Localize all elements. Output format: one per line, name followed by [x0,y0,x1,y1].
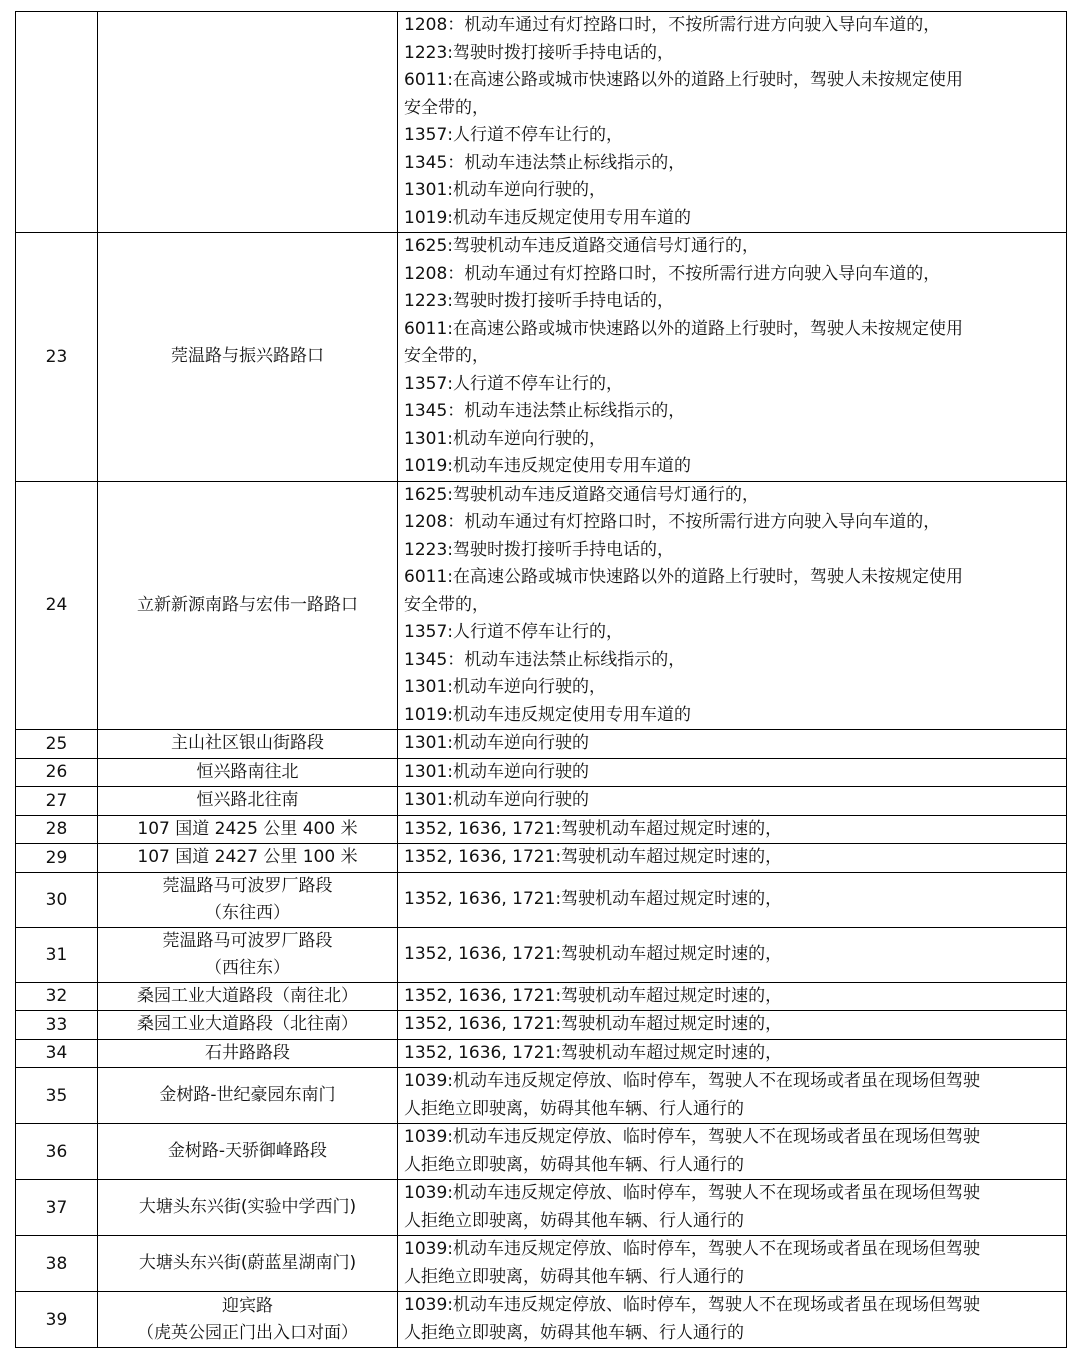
violation-line: 1301:机动车逆向行驶的 [404,790,589,810]
violation-line: 人拒绝立即驶离，妨碍其他车辆、行人通行的 [404,1266,744,1287]
location-text: 大塘头东兴街(实验中学西门) [138,1197,357,1217]
row-number: 31 [16,927,98,982]
location-cell [98,787,398,816]
table-row [16,787,1067,816]
violation-cell [398,815,1067,844]
row-number: 30 [16,872,98,927]
table-row [16,1292,1067,1348]
violation-line: 1019:机动车违反规定使用专用车道的 [404,704,691,725]
violation-line: 1345：机动车违法禁止标线指示的， [404,401,686,421]
location-text: 莞温路马可波罗厂路段 [162,875,333,896]
violation-line: 1223:驾驶时拨打接听手持电话的， [404,42,674,63]
location-cell [98,1180,398,1236]
violation-cell [398,758,1067,787]
location-text: 莞温路马可波罗厂路段 [162,930,333,951]
location-cell [98,815,398,844]
location-cell [98,12,398,233]
violation-line: 6011:在高速公路或城市快速路以外的道路上行驶时，驾驶人未按规定使用 [404,318,963,339]
row-number: 25 [16,730,98,759]
violation-line: 人拒绝立即驶离，妨碍其他车辆、行人通行的 [404,1154,744,1175]
row-number: 23 [16,233,98,482]
violation-line: 人拒绝立即驶离，妨碍其他车辆、行人通行的 [404,1210,744,1231]
violation-line: 1208：机动车通过有灯控路口时，不按所需行进方向驶入导向车道的， [404,512,941,532]
violation-cell [398,844,1067,873]
row-number: 26 [16,758,98,787]
location-text: 107 国道 2425 公里 400 米 [137,818,358,839]
location-text: 迎宾路 [222,1295,273,1316]
row-number: 24 [16,481,98,730]
location-cell [98,1124,398,1180]
table-row [16,758,1067,787]
location-text: 石井路路段 [205,1042,290,1063]
row-number [16,12,98,233]
violation-cell [398,927,1067,982]
row-number: 29 [16,844,98,873]
location-cell [98,982,398,1011]
location-cell [98,927,398,982]
violation-line: 1301:机动车逆向行驶的， [404,677,606,697]
row-number: 32 [16,982,98,1011]
violation-line: 1019:机动车违反规定使用专用车道的 [404,456,691,476]
violation-line: 1352, 1636, 1721:驾驶机动车超过规定时速的， [404,1014,783,1034]
violation-line: 1357:人行道不停车让行的， [404,622,623,642]
violation-cell [398,730,1067,759]
violation-line: 1223:驾驶时拨打接听手持电话的， [404,539,674,560]
violation-cell [398,872,1067,927]
violation-line: 1625:驾驶机动车违反道路交通信号灯通行的， [404,484,759,505]
table-row [16,1011,1067,1040]
row-number: 36 [16,1124,98,1180]
location-text: （西往东） [205,957,290,978]
violation-line: 1039:机动车违反规定停放、临时停车，驾驶人不在现场或者虽在现场但驾驶 [404,1239,980,1259]
violation-line: 1301:机动车逆向行驶的， [404,180,606,200]
location-text: （东往西） [205,902,290,923]
violation-cell [398,787,1067,816]
violation-line: 1352, 1636, 1721:驾驶机动车超过规定时速的， [404,985,783,1006]
violation-line: 1352, 1636, 1721:驾驶机动车超过规定时速的， [404,943,783,964]
table-row [16,730,1067,759]
violation-line: 6011:在高速公路或城市快速路以外的道路上行驶时，驾驶人未按规定使用 [404,70,963,90]
location-text: （虎英公园正门出入口对面） [137,1322,358,1343]
violation-cell [398,1236,1067,1292]
violation-cell [398,233,1067,482]
location-cell [98,1236,398,1292]
violation-cell [398,1011,1067,1040]
table-row [16,1124,1067,1180]
location-cell [98,1011,398,1040]
violation-line: 安全带的， [404,594,489,615]
location-text: 金树路-世纪豪园东南门 [159,1085,336,1105]
violation-cell [398,1124,1067,1180]
violation-line: 1345：机动车违法禁止标线指示的， [404,152,686,173]
violation-line: 1208：机动车通过有灯控路口时，不按所需行进方向驶入导向车道的， [404,15,941,35]
violation-line: 1352, 1636, 1721:驾驶机动车超过规定时速的， [404,888,783,909]
table-row [16,1236,1067,1292]
violation-line: 1357:人行道不停车让行的， [404,373,623,394]
location-text: 恒兴路北往南 [196,790,299,811]
violation-line: 安全带的， [404,346,489,366]
violation-line: 1019:机动车违反规定使用专用车道的 [404,207,691,228]
violation-line: 6011:在高速公路或城市快速路以外的道路上行驶时，驾驶人未按规定使用 [404,567,963,587]
violation-line: 1352, 1636, 1721:驾驶机动车超过规定时速的， [404,847,783,867]
location-cell [98,844,398,873]
row-number: 38 [16,1236,98,1292]
violation-line: 1208：机动车通过有灯控路口时，不按所需行进方向驶入导向车道的， [404,263,941,284]
table-row [16,1068,1067,1124]
violation-line: 1625:驾驶机动车违反道路交通信号灯通行的， [404,236,759,256]
location-text: 桑园工业大道路段（北往南） [137,1014,358,1035]
violation-cell [398,1292,1067,1348]
location-text: 莞温路与振兴路路口 [171,346,324,367]
table-row [16,927,1067,982]
violation-cell [398,1039,1067,1068]
violation-cell [398,12,1067,233]
location-text: 主山社区银山街路段 [171,733,324,754]
violation-line: 1039:机动车违反规定停放、临时停车，驾驶人不在现场或者虽在现场但驾驶 [404,1127,980,1147]
table-row [16,1180,1067,1236]
location-cell [98,1039,398,1068]
violation-line: 1223:驾驶时拨打接听手持电话的， [404,291,674,311]
location-cell [98,1292,398,1348]
violation-line: 1357:人行道不停车让行的， [404,125,623,145]
violation-line: 1345：机动车违法禁止标线指示的， [404,649,686,670]
row-number: 33 [16,1011,98,1040]
violation-cell [398,1068,1067,1124]
row-number: 28 [16,815,98,844]
violation-line: 安全带的， [404,97,489,118]
row-number: 39 [16,1292,98,1348]
location-cell [98,1068,398,1124]
location-text: 立新新源南路与宏伟一路路口 [137,594,358,615]
violation-table [15,11,1067,1348]
table-row [16,233,1067,482]
violation-line: 1039:机动车违反规定停放、临时停车，驾驶人不在现场或者虽在现场但驾驶 [404,1295,980,1315]
location-cell [98,758,398,787]
table-row [16,844,1067,873]
location-text: 107 国道 2427 公里 100 米 [137,847,358,868]
table-row [16,481,1067,730]
violation-line: 1301:机动车逆向行驶的 [404,761,589,782]
location-text: 金树路-天骄御峰路段 [167,1141,328,1161]
location-text: 桑园工业大道路段（南往北） [137,985,358,1006]
table-row [16,815,1067,844]
row-number: 34 [16,1039,98,1068]
row-number: 37 [16,1180,98,1236]
table-row [16,12,1067,233]
table-row [16,872,1067,927]
violation-line: 人拒绝立即驶离，妨碍其他车辆、行人通行的 [404,1322,744,1343]
violation-line: 1301:机动车逆向行驶的 [404,733,589,753]
row-number: 35 [16,1068,98,1124]
violation-line: 1352, 1636, 1721:驾驶机动车超过规定时速的， [404,818,783,839]
location-text: 恒兴路南往北 [196,761,299,782]
violation-cell [398,982,1067,1011]
violation-table-body [16,12,1067,1348]
location-cell [98,730,398,759]
violation-line: 1352, 1636, 1721:驾驶机动车超过规定时速的， [404,1042,783,1063]
table-row [16,982,1067,1011]
violation-cell [398,1180,1067,1236]
violation-line: 1301:机动车逆向行驶的， [404,428,606,449]
table-row [16,1039,1067,1068]
location-cell [98,872,398,927]
violation-cell [398,481,1067,730]
location-cell [98,233,398,482]
violation-line: 1039:机动车违反规定停放、临时停车，驾驶人不在现场或者虽在现场但驾驶 [404,1183,980,1203]
row-number: 27 [16,787,98,816]
violation-line: 人拒绝立即驶离，妨碍其他车辆、行人通行的 [404,1098,744,1119]
location-cell [98,481,398,730]
location-text: 大塘头东兴街(蔚蓝星湖南门) [138,1253,357,1273]
violation-line: 1039:机动车违反规定停放、临时停车，驾驶人不在现场或者虽在现场但驾驶 [404,1071,980,1091]
